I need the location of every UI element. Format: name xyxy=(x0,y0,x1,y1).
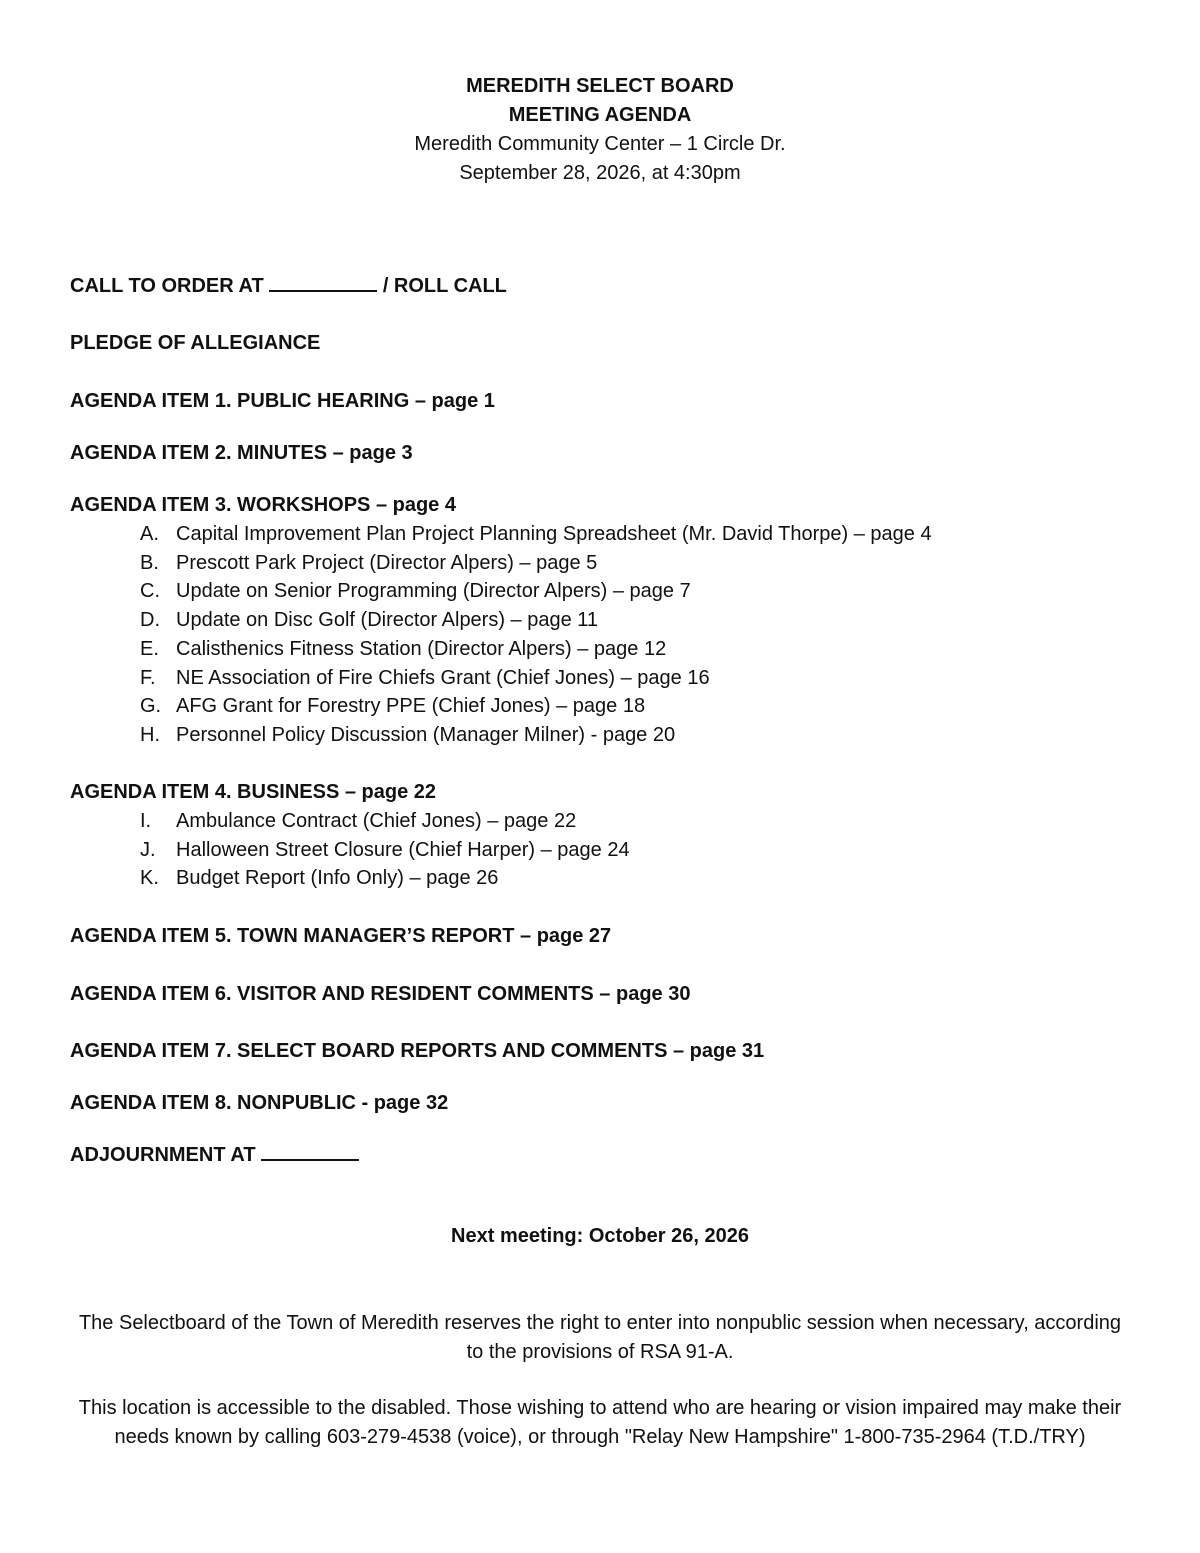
agenda-item-1: AGENDA ITEM 1. PUBLIC HEARING – page 1 xyxy=(70,390,495,412)
adjournment-label: ADJOURNMENT AT xyxy=(70,1144,262,1166)
list-item: G. AFG Grant for Forestry PPE (Chief Jones) – page 18 xyxy=(140,695,646,718)
list-item: C. Update on Senior Programming (Director Alpers) – page 7 xyxy=(140,580,691,603)
nonpublic-session-notice: The Selectboard of the Town of Meredith reserves the right to enter into nonpublic session when necessary, according to the provisions of RSA 91-A. xyxy=(78,1312,1122,1363)
agenda-item-3: AGENDA ITEM 3. WORKSHOPS – page 4 xyxy=(70,494,456,516)
accessibility-notice: This location is accessible to the disabled. Those wishing to attend who are hearing or vision impaired may make their needs known by calling 603-279-4538 (voice), or through "Relay New Hampshire" 1-800-735-2964 (T.D./TRY) xyxy=(78,1397,1122,1448)
roll-call-label: / ROLL CALL xyxy=(377,275,507,297)
agenda-item-8: AGENDA ITEM 8. NONPUBLIC - page 32 xyxy=(70,1092,449,1114)
agenda-item-7: AGENDA ITEM 7. SELECT BOARD REPORTS AND COMMENTS – page 31 xyxy=(70,1040,765,1062)
list-item: A. Capital Improvement Plan Project Planning Spreadsheet (Mr. David Thorpe) – page 4 xyxy=(140,523,932,545)
next-meeting: Next meeting: October 26, 2026 xyxy=(451,1225,749,1247)
adjournment-time-blank xyxy=(261,1141,359,1161)
list-item: E. Calisthenics Fitness Station (Director Alpers) – page 12 xyxy=(140,637,667,660)
board-title: MEREDITH SELECT BOARD xyxy=(466,75,734,97)
list-item: D. Update on Disc Golf (Director Alpers) – page 11 xyxy=(140,609,599,632)
workshops-list xyxy=(140,520,932,750)
adjournment xyxy=(70,1141,359,1170)
meeting-datetime: September 28, 2026, at 4:30pm xyxy=(459,162,741,184)
agenda-title: MEETING AGENDA xyxy=(508,104,692,126)
list-item: F. NE Association of Fire Chiefs Grant (Chief Jones) – page 16 xyxy=(140,666,710,689)
list-item: J. Halloween Street Closure (Chief Harper) – page 24 xyxy=(140,838,630,861)
list-item: K. Budget Report (Info Only) – page 26 xyxy=(140,867,499,890)
agenda-item-6: AGENDA ITEM 6. VISITOR AND RESIDENT COMMENTS – page 30 xyxy=(70,983,691,1005)
list-item: B. Prescott Park Project (Director Alpers) – page 5 xyxy=(140,551,598,574)
agenda-item-4: AGENDA ITEM 4. BUSINESS – page 22 xyxy=(70,781,437,803)
meeting-location: Meredith Community Center – 1 Circle Dr. xyxy=(414,133,786,155)
list-item: H. Personnel Policy Discussion (Manager Milner) - page 20 xyxy=(140,723,676,746)
agenda-item-5: AGENDA ITEM 5. TOWN MANAGER’S REPORT – page 27 xyxy=(70,925,612,947)
pledge-of-allegiance: PLEDGE OF ALLEGIANCE xyxy=(70,332,321,354)
call-to-order xyxy=(70,272,507,301)
list-item: I. Ambulance Contract (Chief Jones) – page 22 xyxy=(140,810,577,832)
agenda-header xyxy=(0,72,1200,188)
business-list xyxy=(140,807,630,893)
call-to-order-label: CALL TO ORDER AT xyxy=(70,275,270,297)
call-to-order-time-blank xyxy=(269,272,377,292)
agenda-item-2: AGENDA ITEM 2. MINUTES – page 3 xyxy=(70,442,413,464)
